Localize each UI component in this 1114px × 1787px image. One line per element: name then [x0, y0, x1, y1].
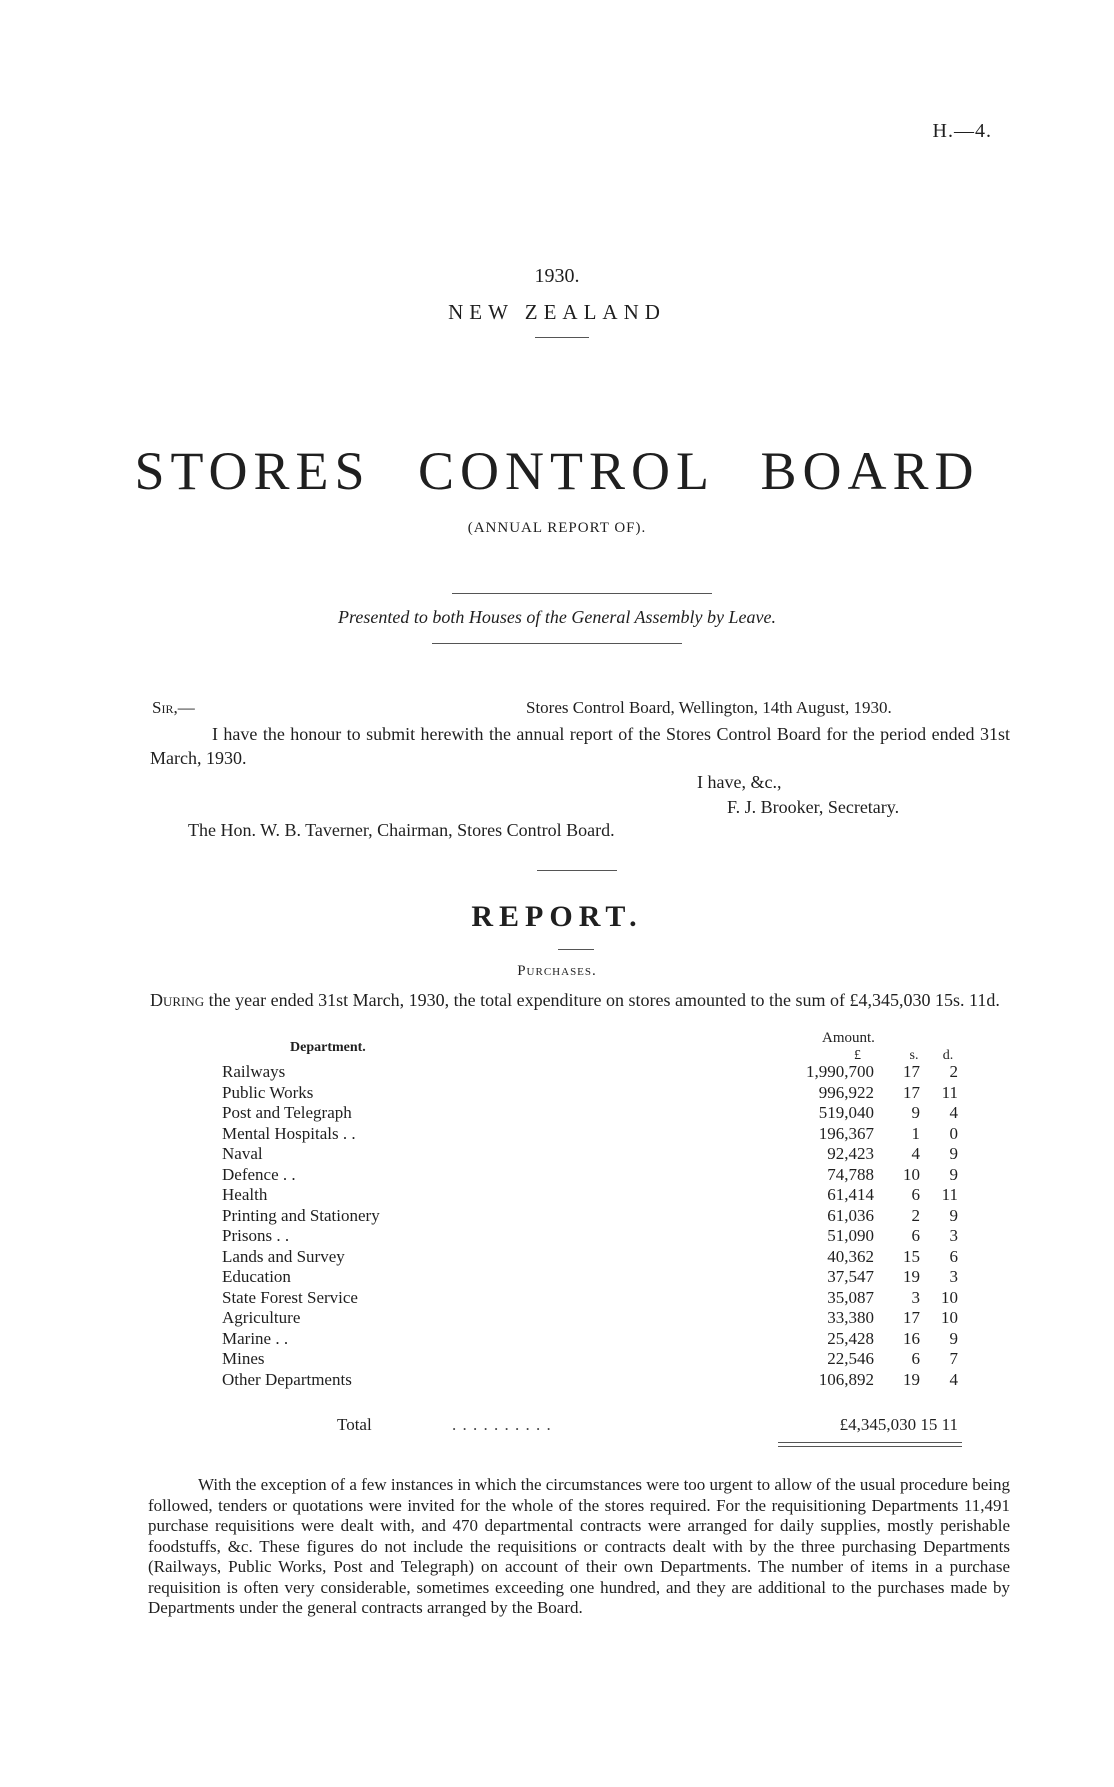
pence-unit: d.: [942, 1048, 954, 1063]
department-name: Health: [222, 1185, 268, 1204]
department-name: Defence . .: [222, 1164, 296, 1184]
amount-pounds: 996,922: [818, 1082, 874, 1102]
amount-pounds: 25,428: [827, 1328, 874, 1348]
column-header-department: Department.: [290, 1040, 366, 1055]
total-leader-dots: . . . . . . . . . .: [452, 1415, 552, 1434]
divider: [452, 593, 712, 594]
amount-pounds: 61,036: [827, 1205, 874, 1225]
amount-shillings: 15: [903, 1246, 920, 1266]
amount-shillings: 1: [911, 1123, 920, 1143]
amount-pence: 3: [949, 1267, 958, 1286]
amount-pence: 7: [949, 1349, 958, 1368]
amount-pounds: 196,367: [818, 1123, 874, 1143]
department-name: Mental Hospitals . .: [222, 1123, 356, 1143]
amount-shillings: 16: [903, 1328, 920, 1348]
amount-pence: 9: [949, 1205, 958, 1225]
page-reference: H.—4.: [932, 120, 992, 142]
divider: [537, 870, 617, 871]
table-row: [222, 1103, 982, 1124]
report-year: 1930.: [534, 265, 580, 287]
department-name: Other Departments: [222, 1369, 352, 1389]
table-row: [222, 1288, 982, 1309]
amount-pounds: 92,423: [827, 1144, 874, 1163]
table-row: [222, 1308, 982, 1329]
department-name: Agriculture: [222, 1308, 301, 1327]
intro-paragraph: [150, 990, 1010, 1011]
table-row: [222, 1124, 982, 1145]
amount-shillings: 4: [911, 1144, 920, 1163]
table-row: [222, 1349, 982, 1370]
department-name: Printing and Stationery: [222, 1205, 380, 1225]
country-heading: NEW ZEALAND: [448, 300, 666, 324]
amount-pence: 0: [949, 1123, 958, 1143]
letter-signature: F. J. Brooker, Secretary.: [727, 797, 900, 817]
amount-pence: 9: [949, 1144, 958, 1163]
letter-body: I have the honour to submit herewith the annual report of the Stores Control Board for the period ended 31st March, 1930.: [150, 724, 1010, 768]
amount-shillings: 2: [911, 1205, 920, 1225]
total-label: Total: [337, 1415, 372, 1434]
table-row: [222, 1267, 982, 1288]
divider: [432, 643, 682, 644]
total-amount: £4,345,030 15 11: [839, 1415, 958, 1434]
letter-closing: I have, &c.,: [697, 772, 782, 792]
amount-shillings: 19: [903, 1369, 920, 1389]
amount-pounds: 106,892: [818, 1369, 874, 1389]
column-header-amount: Amount.: [822, 1030, 875, 1046]
amount-pence: 4: [949, 1369, 958, 1389]
amount-shillings: 6: [911, 1226, 920, 1245]
amount-shillings: 19: [903, 1267, 920, 1286]
table-row: [222, 1165, 982, 1186]
amount-pence: 2: [949, 1062, 958, 1081]
amount-pence: 11: [941, 1082, 958, 1102]
amount-shillings: 6: [911, 1185, 920, 1204]
shillings-unit: s.: [909, 1048, 919, 1063]
document-title: STORES CONTROL BOARD: [134, 441, 980, 501]
amount-pence: 9: [949, 1328, 958, 1348]
amount-pounds: 1,990,700: [806, 1062, 874, 1081]
table-row: [222, 1185, 982, 1206]
amount-pounds: 37,547: [827, 1267, 874, 1286]
report-heading: REPORT.: [471, 900, 643, 933]
amount-shillings: 17: [903, 1082, 920, 1102]
table-row: [222, 1370, 982, 1391]
amount-shillings: 9: [911, 1103, 920, 1122]
amount-pence: 3: [949, 1226, 958, 1245]
department-name: Public Works: [222, 1082, 314, 1102]
closing-paragraph: With the exception of a few instances in which the circumstances were too urgent to allow of the usual procedure being followed, tenders or quotations were invited for the whole of the stores required. For the requisitioning Departments 11,491 purchase requisitions were dealt with, and 470 departmental contracts were arranged for daily supplies, mostly perishable foodstuffs, &c. These figures do not include the requisitions or contracts dealt with by the three purchasing Departments (Railways, Public Works, Post and Telegraph) on account of their own Departments. The number of items in a purchase requisition is often very considerable, sometimes exceeding one hundred, and they are additional to the purchases made by Departments under the general contracts arranged by the Board.: [148, 1475, 1010, 1617]
department-name: Railways: [222, 1062, 286, 1081]
amount-pence: 11: [941, 1185, 958, 1204]
letter-addressee: The Hon. W. B. Taverner, Chairman, Stores Control Board.: [188, 820, 615, 840]
table-row: [222, 1206, 982, 1227]
department-name: Post and Telegraph: [222, 1103, 352, 1122]
amount-pounds: 35,087: [827, 1287, 874, 1307]
table-row: [222, 1329, 982, 1350]
amount-pounds: 61,414: [827, 1185, 874, 1204]
amount-pence: 4: [949, 1103, 958, 1122]
salutation: Sir,—: [152, 698, 195, 717]
document-subtitle: (ANNUAL REPORT OF).: [467, 520, 647, 536]
table-row: [222, 1062, 982, 1083]
section-heading: Purchases.: [517, 963, 597, 979]
amount-pence: 6: [949, 1246, 958, 1266]
expenditure-table: [222, 1062, 982, 1390]
amount-shillings: 17: [903, 1062, 920, 1081]
total-row: [222, 1415, 982, 1437]
total-underline: [778, 1442, 962, 1443]
amount-pence: 10: [941, 1308, 958, 1327]
amount-shillings: 17: [903, 1308, 920, 1327]
pounds-unit: £: [854, 1048, 861, 1063]
department-name: Prisons . .: [222, 1226, 290, 1245]
intro-lead: During: [150, 990, 205, 1010]
presented-line: Presented to both Houses of the General Assembly by Leave.: [338, 607, 776, 627]
department-name: Naval: [222, 1144, 263, 1163]
amount-shillings: 3: [911, 1287, 920, 1307]
department-name: Marine . .: [222, 1328, 289, 1348]
divider: [535, 337, 589, 338]
amount-shillings: 10: [903, 1164, 920, 1184]
amount-shillings: 6: [911, 1349, 920, 1368]
intro-text: the year ended 31st March, 1930, the total expenditure on stores amounted to the sum of £4,345,030 15s. 11d.: [204, 990, 1000, 1010]
amount-pounds: 33,380: [827, 1308, 874, 1327]
table-row: [222, 1226, 982, 1247]
department-name: State Forest Service: [222, 1287, 358, 1307]
amount-pence: 10: [941, 1287, 958, 1307]
amount-pounds: 40,362: [827, 1246, 874, 1266]
amount-pence: 9: [949, 1164, 958, 1184]
total-underline: [778, 1446, 962, 1447]
table-row: [222, 1144, 982, 1165]
amount-pounds: 51,090: [827, 1226, 874, 1245]
department-name: Education: [222, 1267, 291, 1286]
amount-pounds: 519,040: [818, 1103, 874, 1122]
department-name: Mines: [222, 1349, 265, 1368]
department-name: Lands and Survey: [222, 1246, 345, 1266]
amount-pounds: 22,546: [827, 1349, 874, 1368]
letter-dateline: Stores Control Board, Wellington, 14th August, 1930.: [526, 698, 892, 717]
table-row: [222, 1247, 982, 1268]
table-row: [222, 1083, 982, 1104]
divider: [558, 949, 594, 950]
amount-pounds: 74,788: [827, 1164, 874, 1184]
